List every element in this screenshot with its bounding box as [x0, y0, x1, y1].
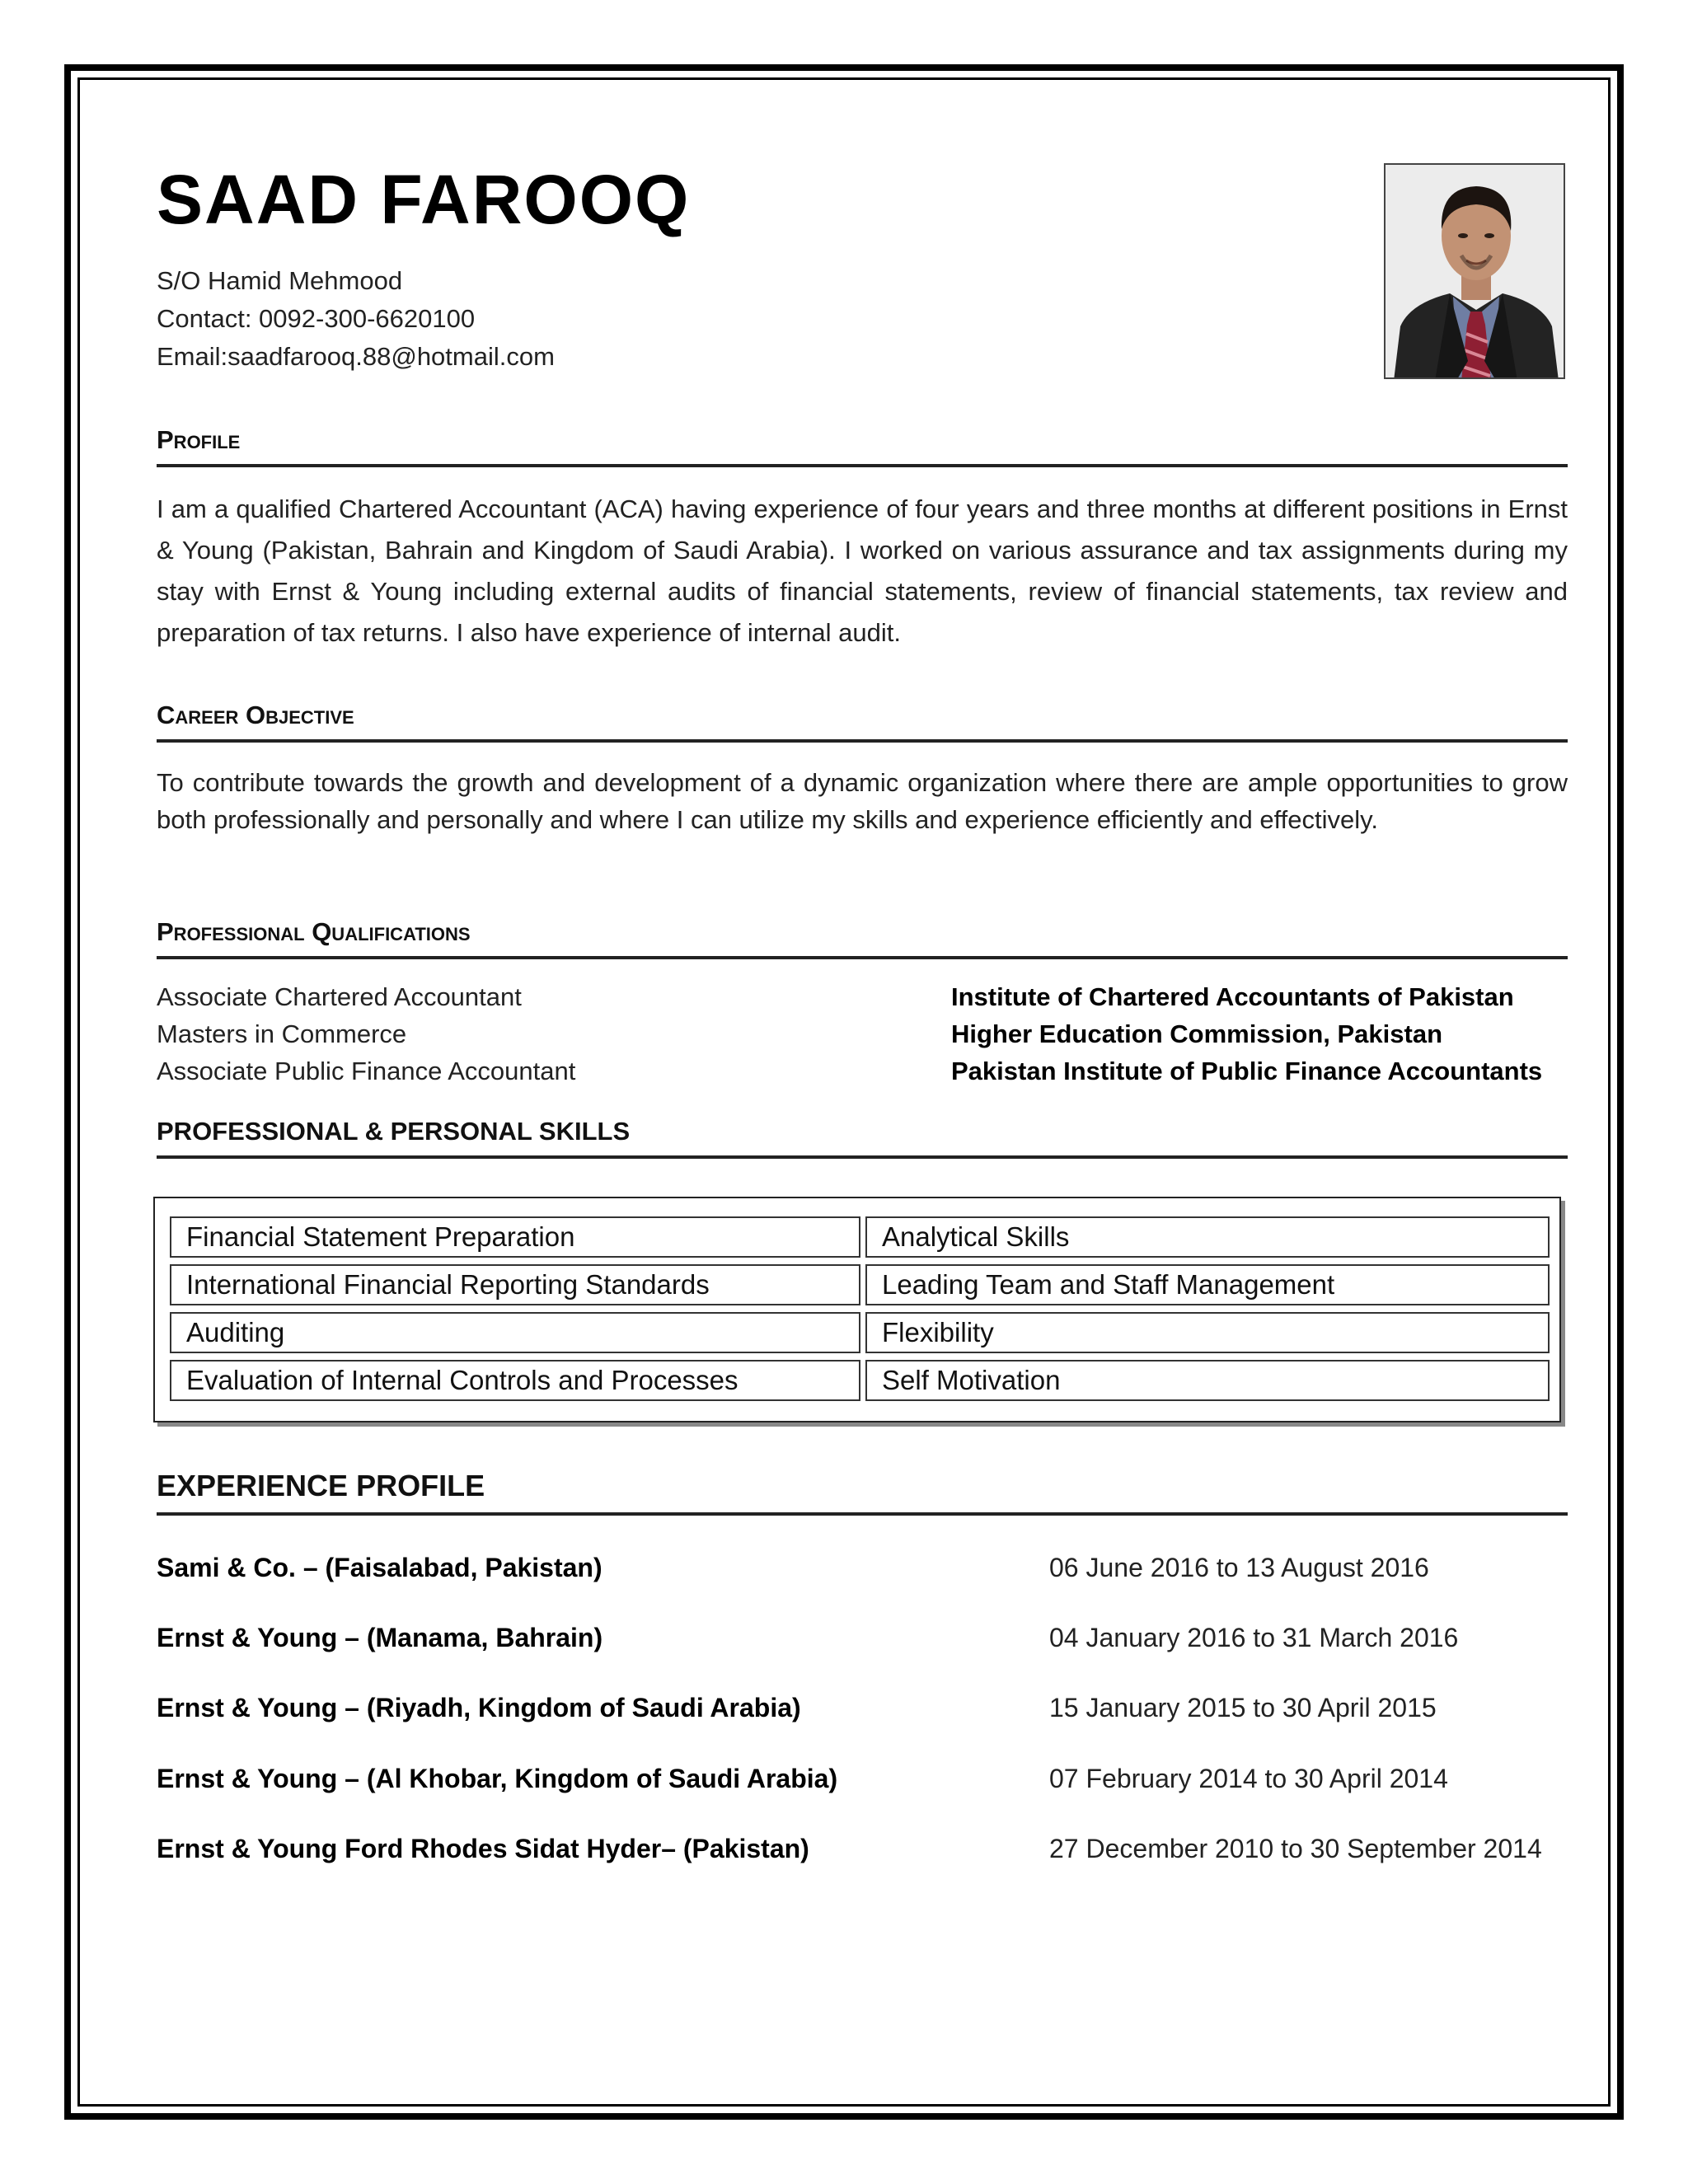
contact-phone: Contact: 0092-300-6620100 [157, 304, 476, 333]
skill-cell: Evaluation of Internal Controls and Processes [170, 1360, 860, 1401]
experience-company: Ernst & Young – (Al Khobar, Kingdom of Saudi Arabia) [157, 1764, 838, 1793]
experience-row [157, 1693, 1568, 1729]
experience-company: Ernst & Young Ford Rhodes Sidat Hyder– (Pakistan) [157, 1834, 809, 1863]
qualification-institute: Pakistan Institute of Public Finance Accountants [951, 1057, 1543, 1085]
experience-dates: 15 January 2015 to 30 April 2015 [1049, 1693, 1437, 1722]
experience-section [157, 1471, 1568, 1516]
qualification-row [157, 1019, 1568, 1057]
career-objective-section [157, 702, 1568, 838]
experience-dates: 04 January 2016 to 31 March 2016 [1049, 1623, 1459, 1652]
experience-company: Sami & Co. – (Faisalabad, Pakistan) [157, 1553, 603, 1582]
career-objective-heading: Career Objective [157, 702, 1568, 743]
qualification-degree: Associate Public Finance Accountant [157, 1057, 576, 1085]
experience-heading: EXPERIENCE PROFILE [157, 1471, 1568, 1516]
qualification-row [157, 1057, 1568, 1094]
profile-photo [1384, 163, 1565, 379]
experience-row [157, 1764, 1568, 1800]
experience-row [157, 1623, 1568, 1659]
skills-heading: PROFESSIONAL & PERSONAL SKILLS [157, 1118, 1568, 1159]
qualification-institute: Higher Education Commission, Pakistan [951, 1019, 1443, 1048]
qualifications-section [157, 919, 1568, 1094]
career-objective-text: To contribute towards the growth and development of a dynamic organization where there are ample opportunities to grow both professionally and personally and where I can utilize my skills and experience efficiently and effectively. [157, 768, 1568, 834]
qualifications-heading: Professional Qualifications [157, 919, 1568, 959]
portrait-image [1386, 165, 1565, 379]
skill-cell: Financial Statement Preparation [170, 1216, 860, 1258]
experience-row [157, 1553, 1568, 1589]
experience-dates: 06 June 2016 to 13 August 2016 [1049, 1553, 1429, 1582]
qualification-degree: Associate Chartered Accountant [157, 982, 522, 1011]
qualification-row [157, 982, 1568, 1019]
experience-dates: 27 December 2010 to 30 September 2014 [1049, 1834, 1542, 1863]
skills-section [157, 1118, 1568, 1159]
profile-section [157, 427, 1568, 654]
parent-name: S/O Hamid Mehmood [157, 266, 403, 295]
qualification-institute: Institute of Chartered Accountants of Pakistan [951, 982, 1514, 1011]
skills-table [153, 1197, 1561, 1422]
experience-company: Ernst & Young – (Manama, Bahrain) [157, 1623, 603, 1652]
qualification-degree: Masters in Commerce [157, 1019, 407, 1048]
skill-cell: International Financial Reporting Standards [170, 1264, 860, 1305]
experience-dates: 07 February 2014 to 30 April 2014 [1049, 1764, 1448, 1793]
profile-text: I am a qualified Chartered Accountant (ACA) having experience of four years and three months at different positions in Ernst & Young (Pakistan, Bahrain and Kingdom of Saudi Arabia). I worked on various assurance and tax assignments during my stay with Ernst & Young including external audits of financial statements, review of financial statements, tax review and preparation of tax returns. I also have experience of internal audit. [157, 494, 1568, 647]
skill-cell: Flexibility [865, 1312, 1550, 1353]
experience-row [157, 1834, 1568, 1870]
profile-heading: Profile [157, 427, 1568, 467]
skill-cell: Analytical Skills [865, 1216, 1550, 1258]
experience-company: Ernst & Young – (Riyadh, Kingdom of Saudi Arabia) [157, 1693, 801, 1722]
candidate-name: SAAD FAROOQ [157, 161, 691, 238]
contact-email: Email:saadfarooq.88@hotmail.com [157, 342, 555, 371]
skill-cell: Self Motivation [865, 1360, 1550, 1401]
skill-cell: Auditing [170, 1312, 860, 1353]
skill-cell: Leading Team and Staff Management [865, 1264, 1550, 1305]
